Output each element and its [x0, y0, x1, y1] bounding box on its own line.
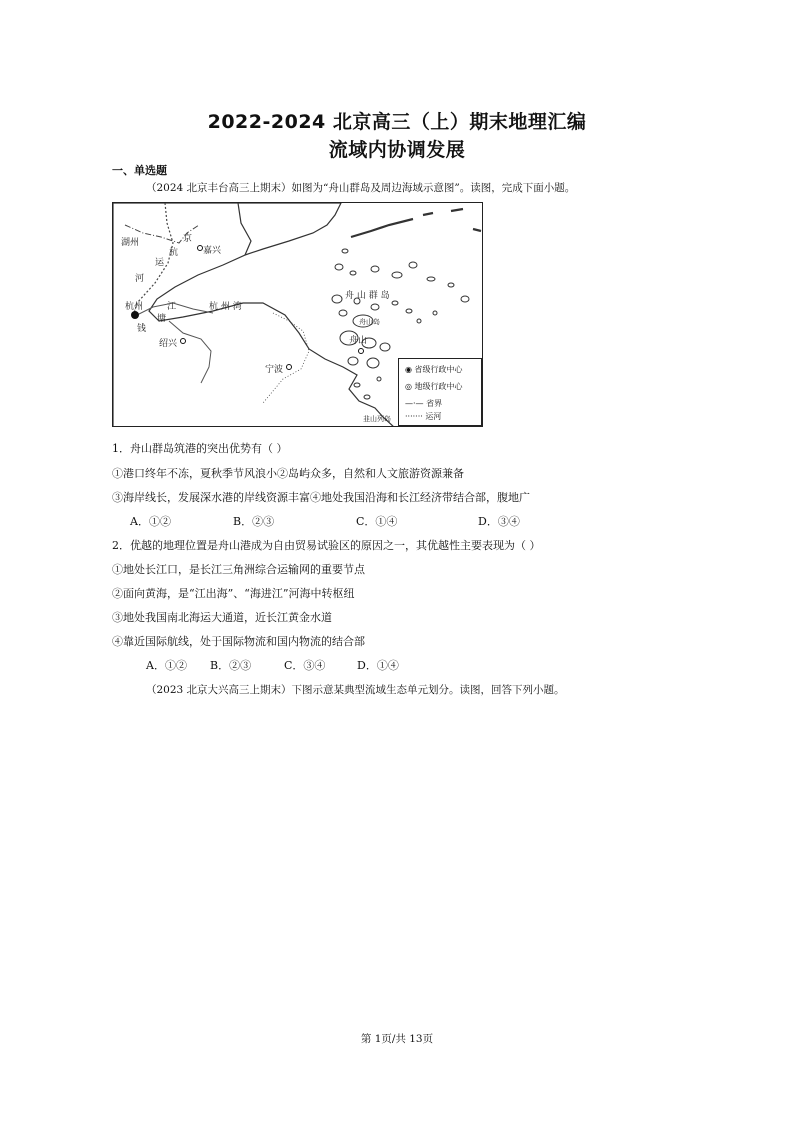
island — [377, 377, 381, 381]
island — [371, 304, 379, 310]
label-jinghang-1: 杭 — [169, 248, 179, 258]
island — [417, 319, 421, 323]
label-qiantang-1: 江 — [167, 302, 177, 312]
label-jiushan: 韭山列岛 — [363, 415, 391, 423]
canal-line-icon: ······· — [405, 412, 423, 421]
q2-statement-4: ④靠近国际航线，处于国际物流和国内物流的结合部 — [112, 635, 365, 648]
legend-canal: ······· 运河 — [405, 412, 442, 421]
label-zhoushan-dao: 舟山岛 — [359, 318, 380, 326]
island — [371, 266, 379, 272]
island — [427, 277, 435, 281]
label-hangzhouwan: 杭 州 湾 — [209, 302, 242, 312]
label-yunhe-1: 运 — [155, 258, 165, 268]
legend-prefectural: ◎ 地级行政中心 — [405, 382, 463, 391]
q1-option-b[interactable]: B．②③ — [233, 515, 275, 528]
island — [332, 295, 342, 303]
q2-option-a[interactable]: A．①② — [146, 659, 187, 672]
legend-provincial: ◉ 省级行政中心 — [405, 365, 463, 374]
label-jiaxing: 嘉兴 — [203, 246, 222, 256]
island — [461, 296, 469, 302]
island — [354, 383, 360, 387]
q2-statement-2: ②面向黄海，是“江出海”、“海进江”河海中转枢纽 — [112, 587, 355, 600]
q2-statement-3: ③地处我国南北海运大通道，近长江黄金水道 — [112, 611, 332, 624]
section-heading: 一、单选题 — [112, 164, 167, 177]
north-coast — [238, 203, 341, 255]
island — [335, 264, 343, 270]
label-huzhou: 湖州 — [121, 238, 140, 248]
map-legend — [398, 358, 482, 426]
boundary-line-icon: —·— — [405, 399, 424, 408]
label-zhoushan-qundao: 舟 山 群 岛 — [345, 291, 390, 301]
hangzhou-marker — [131, 311, 139, 319]
q1-statement-1: ①港口终年不冻，夏秋季节风浪小②岛屿众多，自然和人文旅游资源兼备 — [112, 467, 464, 480]
island — [348, 357, 358, 365]
q1-stem: 1．舟山群岛筑港的突出优势有（ ） — [112, 442, 288, 455]
island — [406, 309, 412, 313]
q2-option-d[interactable]: D．①④ — [357, 659, 399, 672]
label-hangzhou: 杭州 — [125, 302, 144, 312]
island — [448, 283, 454, 287]
island — [433, 311, 437, 315]
jiaxing-marker — [198, 246, 203, 251]
island — [342, 249, 348, 253]
label-zhoushan: 舟山 — [349, 336, 368, 346]
q2-option-b[interactable]: B．②③ — [210, 659, 252, 672]
zhoushan-marker — [359, 349, 364, 354]
q1-option-a[interactable]: A．①② — [130, 515, 171, 528]
label-yunhe-2: 河 — [135, 274, 145, 284]
q2-stem: 2．优越的地理位置是舟山港成为自由贸易试验区的原因之一，其优越性主要表现为（ ） — [112, 539, 541, 552]
legend-boundary: —·— 省界 — [405, 399, 443, 408]
island — [367, 358, 379, 368]
island — [409, 262, 417, 268]
island — [392, 301, 398, 305]
zhoushan-map — [112, 202, 483, 427]
island — [380, 343, 390, 351]
island — [339, 310, 347, 316]
label-shaoxing: 绍兴 — [159, 339, 178, 349]
label-ningbo: 宁波 — [265, 365, 284, 375]
island — [392, 272, 402, 278]
document-subtitle: 流域内协调发展 — [328, 139, 466, 161]
document-title: 2022-2024 北京高三（上）期末地理汇编 — [207, 111, 587, 133]
question-intro-1: （2024 北京丰台高三上期末）如图为“舟山群岛及周边海域示意图”。读图，完成下面小题。 — [146, 182, 576, 194]
q1-option-d[interactable]: D．③④ — [478, 515, 520, 528]
shaoxing-marker — [181, 339, 186, 344]
prefectural-center-icon: ◎ — [405, 382, 412, 391]
label-qiantang-3: 钱 — [137, 324, 147, 334]
island — [350, 271, 356, 275]
q1-statement-2: ③海岸线长，发展深水港的岸线资源丰富④地处我国沿海和长江经济带结合部，腹地广 — [112, 491, 530, 504]
question-intro-2: （2023 北京大兴高三上期末）下图示意某典型流域生态单元划分。读图，回答下列小题。 — [146, 684, 565, 696]
q2-statement-1: ①地处长江口，是长江三角洲综合运输网的重要节点 — [112, 563, 365, 576]
island — [364, 395, 370, 399]
label-qiantang-2: 塘 — [157, 314, 167, 324]
provincial-center-icon: ◉ — [405, 365, 412, 374]
ningbo-marker — [287, 365, 292, 370]
page-footer: 第 1页/共 13页 — [360, 1033, 434, 1045]
q2-option-c[interactable]: C．③④ — [284, 659, 326, 672]
q1-option-c[interactable]: C．①④ — [356, 515, 398, 528]
label-jinghang-2: 京 — [183, 234, 193, 244]
